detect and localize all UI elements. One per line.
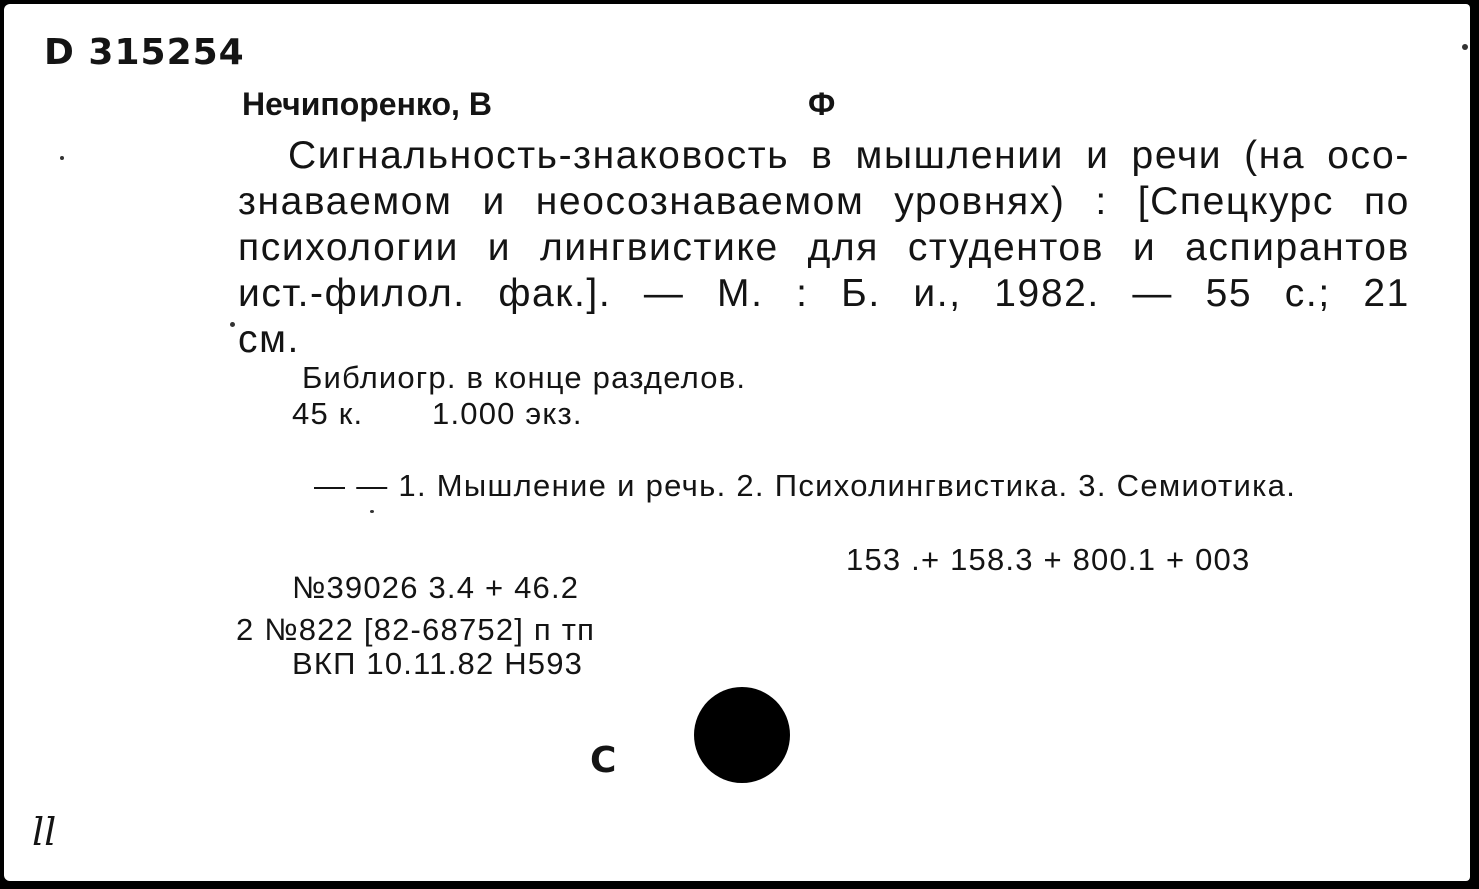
word: аспирантов — [1185, 226, 1410, 269]
registration-line-2: 2 №822 [82-68752] п тп — [236, 612, 596, 647]
description-line-2 — [238, 180, 1410, 224]
registration-line-1: №39026 3.4 + 46.2 — [292, 570, 580, 605]
word: 55 — [1205, 272, 1253, 315]
description-line-4 — [238, 272, 1410, 316]
word: по — [1363, 180, 1410, 223]
handwritten-mark: ll — [32, 810, 57, 854]
word: лингвистике — [540, 226, 779, 269]
word: и — [482, 180, 506, 223]
ink-speck — [1462, 44, 1468, 50]
price: 45 к. — [292, 396, 364, 431]
copies: 1.000 экз. — [432, 396, 583, 431]
catalog-card — [4, 4, 1470, 881]
registration-line-3: ВКП 10.11.82 Н593 — [292, 646, 584, 681]
word: для — [807, 226, 879, 269]
punch-hole — [694, 687, 790, 783]
word: : — [1095, 180, 1108, 223]
word: мышлении — [855, 134, 1065, 177]
word: [Спецкурс — [1137, 180, 1335, 223]
word: психологии — [238, 226, 459, 269]
card-id: D 315254 — [44, 32, 245, 73]
word: Сигнальность-знаковость — [288, 134, 790, 177]
word: фак.]. — [498, 272, 612, 315]
word: знаваемом — [238, 180, 453, 223]
word: 21 — [1363, 272, 1410, 315]
bibliography-note: Библиогр. в конце разделов. — [302, 360, 747, 395]
ink-speck — [60, 156, 64, 160]
word: — — [1132, 272, 1174, 315]
word: 1982. — [994, 272, 1100, 315]
word: в — [811, 134, 834, 177]
word: Б. — [841, 272, 881, 315]
word: — — [643, 272, 685, 315]
description-line-5: см. — [238, 318, 300, 361]
subject-headings: — — 1. Мышление и речь. 2. Психолингвистика. 3. Семиотика. — [314, 468, 1297, 503]
sign-letter: С — [590, 740, 617, 781]
section-marker: Ф — [808, 86, 836, 122]
word: ист.-филол. — [238, 272, 466, 315]
word: (на — [1244, 134, 1306, 177]
word: речи — [1131, 134, 1223, 177]
ink-speck — [370, 510, 374, 513]
word: и — [487, 226, 512, 269]
word: уровнях) — [894, 180, 1066, 223]
author-heading: Нечипоренко, В — [242, 86, 492, 122]
word: с.; — [1284, 272, 1331, 315]
description-line-1 — [288, 134, 1410, 178]
word: студентов — [907, 226, 1105, 269]
word: и., — [913, 272, 962, 315]
word: осо- — [1327, 134, 1410, 177]
word: М. — [717, 272, 764, 315]
word: неосознаваемом — [535, 180, 865, 223]
classification-codes: 153 .+ 158.3 + 800.1 + 003 — [846, 542, 1251, 577]
word: и — [1086, 134, 1110, 177]
ink-speck — [230, 322, 235, 327]
word: и — [1132, 226, 1157, 269]
word: : — [796, 272, 809, 315]
description-line-3 — [238, 226, 1410, 270]
